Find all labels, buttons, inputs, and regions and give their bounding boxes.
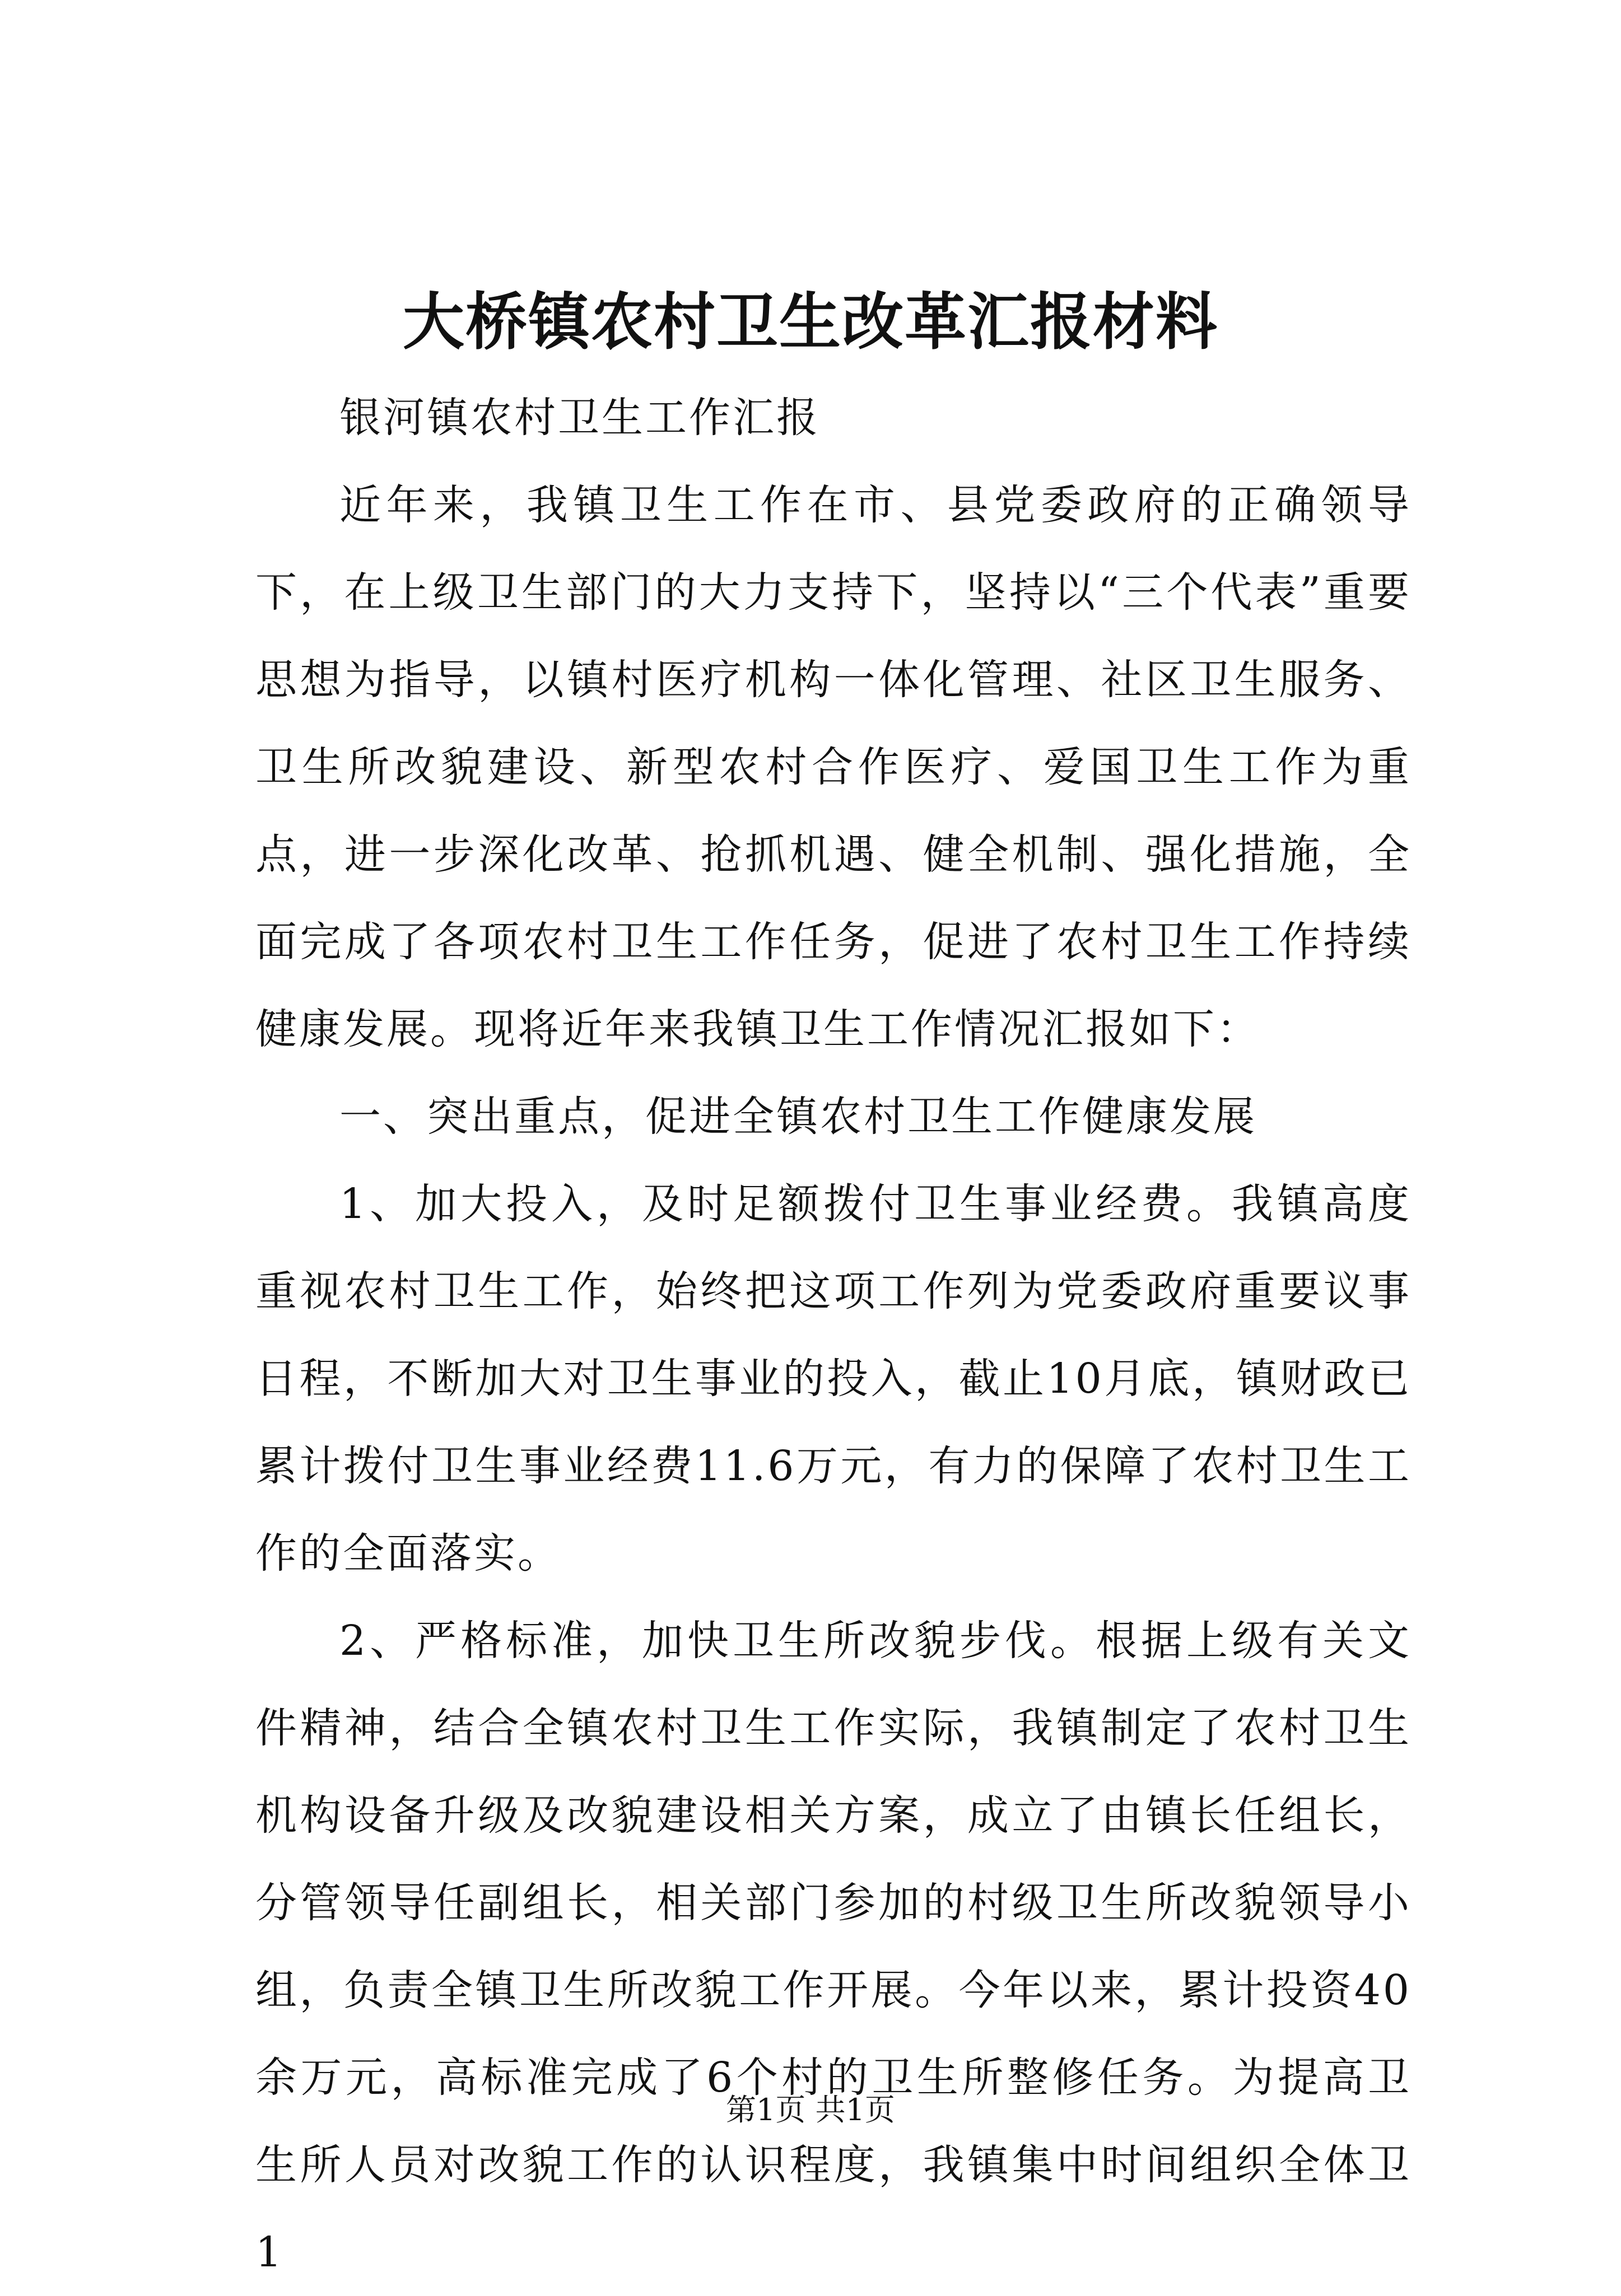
page-number-footer: 第1页 共1页 [726,2092,895,2127]
intro-paragraph: 近年来，我镇卫生工作在市、县党委政府的正确领导下，在上级卫生部门的大力支持下，坚持以“三个代表”重要思想为指导，以镇村医疗机构一体化管理、社区卫生服务、卫生所改貌建设、新型农村合作医疗、爱国卫生工作为重点，进一步深化改革、抢抓机遇、健全机制、强化措施，全面完成了各项农村卫生工作任务，促进了农村卫生工作持续健康发展。现将近年来我镇卫生工作情况汇报如下： [255,481,1412,1053]
section-heading: 一、突出重点，促进全镇农村卫生工作健康发展 [339,1093,1257,1141]
item-2-paragraph: 2、严格标准，加快卫生所改貌步伐。根据上级有关文件精神，结合全镇农村卫生工作实际，我镇制定了农村卫生机构设备升级及改貌建设相关方案，成立了由镇长任组长，分管领导任副组长，相关部门参加的村级卫生所改貌领导小组，负责全镇卫生所改貌工作开展。今年以来，累计投资40余万元，高标准完成了6个村的卫生所整修任务。为提高卫生所人员对改貌工作的认识程度，我镇集中时间组织全体卫1 [255,1617,1412,2276]
item-1-paragraph: 1、加大投入，及时足额拨付卫生事业经费。我镇高度重视农村卫生工作，始终把这项工作列为党委政府重要议事日程，不断加大对卫生事业的投入，截止10月底，镇财政已累计拨付卫生事业经费11.6万元，有力的保障了农村卫生工作的全面落实。 [255,1180,1412,1578]
subtitle-paragraph: 银河镇农村卫生工作汇报 [339,394,820,442]
document-title: 大桥镇农村卫生改革汇报材料 [403,286,1218,358]
document-body [255,374,1412,2296]
